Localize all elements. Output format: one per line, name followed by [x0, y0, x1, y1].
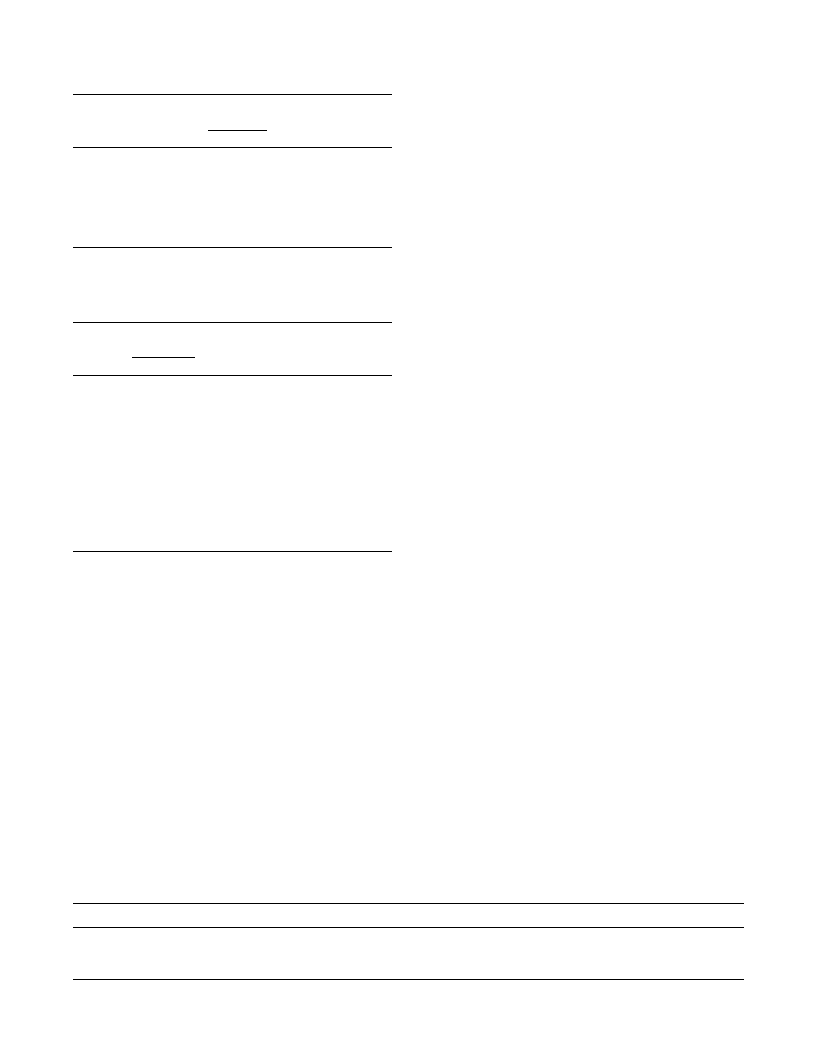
left-column-bottom-rule	[73, 551, 392, 552]
bottom-table-top-rule	[73, 903, 744, 904]
section-1-blank-field	[208, 130, 267, 131]
section-4-top-rule	[73, 322, 392, 323]
section-3-top-rule	[73, 247, 392, 248]
section-5-top-rule	[73, 375, 392, 376]
section-1-top-rule	[73, 94, 392, 95]
section-2-top-rule	[73, 147, 392, 148]
bottom-table-bottom-rule	[73, 979, 744, 980]
section-4-blank-field	[132, 357, 195, 358]
bottom-table-header-rule	[73, 927, 744, 928]
